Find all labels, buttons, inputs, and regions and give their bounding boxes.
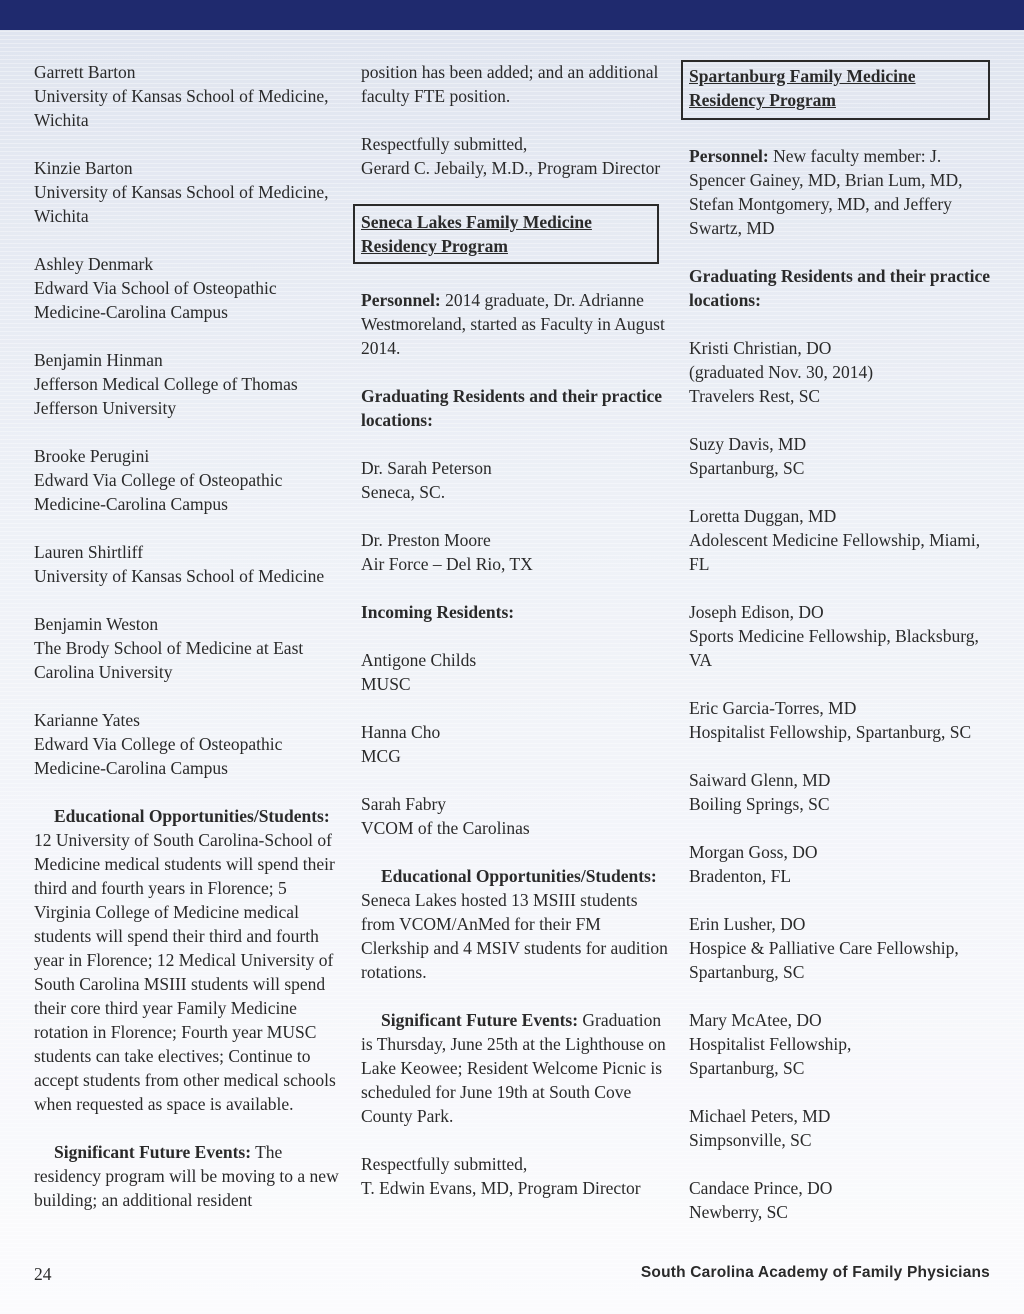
column-1: [34, 60, 339, 1212]
incoming-name: Hanna Cho: [361, 722, 441, 742]
person-name: Lauren Shirtliff: [34, 542, 144, 562]
person-school: Edward Via School of Osteopathic Medicine-Carolina Campus: [34, 278, 277, 322]
graduate-entry: Mary McAtee, DO Hospitalist Fellowship, Spartanburg, SC: [689, 1010, 852, 1078]
graduate-name: Dr. Preston Moore: [361, 530, 491, 550]
column-3: [689, 60, 999, 1224]
program-title-line: Spartanburg Family Medicine: [689, 66, 916, 86]
personnel-paragraph: [361, 288, 671, 360]
educational-opportunities-text: 12 University of South Carolina-School of Medicine medical students will spend their third and fourth years in Florence; 5 Virginia College of Medicine medical students will spend their third and fourth year in Florence; 12 Medical University of South Carolina MSIII students will spend their core third year Family Medicine rotation in Florence; Fourth year MUSC students can take electives; Continue to accept students from other medical schools when requested as space is available.: [34, 830, 336, 1114]
graduate-entry: Candace Prince, DO Newberry, SC: [689, 1178, 833, 1222]
incoming-school: VCOM of the Carolinas: [361, 818, 530, 838]
continued-paragraph: position has been added; and an additional faculty FTE position.: [361, 62, 659, 106]
future-events-label: Significant Future Events:: [381, 1010, 579, 1030]
incoming-entry: [361, 792, 671, 840]
personnel-paragraph: [689, 144, 999, 240]
column-2: [361, 60, 671, 1200]
person-name: Kinzie Barton: [34, 158, 133, 178]
graduate-entry: Saiward Glenn, MD Boiling Springs, SC: [689, 770, 831, 814]
incoming-name: Antigone Childs: [361, 650, 477, 670]
person-school: University of Kansas School of Medicine, Wichita: [34, 86, 329, 130]
signature-block: [361, 132, 671, 180]
educational-opportunities-text: Seneca Lakes hosted 13 MSIII students from VCOM/AnMed for their FM Clerkship and 4 MSIV students for audition rotations.: [361, 890, 668, 982]
future-events-text: The residency program will be moving to a new building; an additional resident: [34, 1142, 339, 1210]
graduate-entry: [361, 528, 671, 576]
graduate-entry: Michael Peters, MD Simpsonville, SC: [689, 1106, 831, 1150]
person-school: The Brody School of Medicine at East Carolina University: [34, 638, 304, 682]
graduate-entry: Morgan Goss, DO Bradenton, FL: [689, 842, 818, 886]
personnel-label: Personnel:: [689, 146, 769, 166]
person-name: Garrett Barton: [34, 62, 136, 82]
graduate-location: Air Force – Del Rio, TX: [361, 554, 533, 574]
graduate-entry: Erin Lusher, DO Hospice & Palliative Care Fellowship, Spartanburg, SC: [689, 914, 959, 982]
future-events-paragraph: [361, 1008, 671, 1128]
future-events-label: Significant Future Events:: [54, 1142, 252, 1162]
program-title-line: Seneca Lakes Family Medicine: [361, 212, 592, 232]
incoming-school: MCG: [361, 746, 401, 766]
program-title-box: [681, 60, 990, 120]
person-entry: [34, 540, 339, 588]
program-title-line: Residency Program: [689, 90, 836, 110]
person-school: University of Kansas School of Medicine, Wichita: [34, 182, 329, 226]
incoming-entry: [361, 720, 671, 768]
publication-name: South Carolina Academy of Family Physicians: [640, 1264, 990, 1281]
submitted-by: T. Edwin Evans, MD, Program Director: [361, 1178, 641, 1198]
person-name: Brooke Perugini: [34, 446, 150, 466]
submitted-label: Respectfully submitted,: [361, 134, 528, 154]
header-band: [0, 0, 1024, 30]
graduate-name: Dr. Sarah Peterson: [361, 458, 492, 478]
submitted-label: Respectfully submitted,: [361, 1154, 528, 1174]
incoming-entry: [361, 648, 671, 696]
person-entry: [34, 612, 339, 684]
graduate-entry: Loretta Duggan, MD Adolescent Medicine Fellowship, Miami, FL: [689, 506, 981, 574]
person-entry: [34, 708, 339, 780]
person-school: Edward Via College of Osteopathic Medicine-Carolina Campus: [34, 470, 283, 514]
personnel-text: New faculty member: J. Spencer Gainey, MD, Brian Lum, MD, Stefan Montgomery, MD, and Jeffery Swartz, MD: [689, 146, 963, 238]
graduate-location: Seneca, SC.: [361, 482, 446, 502]
page-number: 24: [34, 1264, 52, 1284]
personnel-label: Personnel:: [361, 290, 441, 310]
signature-block: [361, 1152, 671, 1200]
future-events-paragraph: [34, 1140, 339, 1212]
future-events-text: Graduation is Thursday, June 25th at the Lighthouse on Lake Keowee; Resident Welcome Picnic is scheduled for June 19th at South Cove County Park.: [361, 1010, 666, 1126]
person-name: Ashley Denmark: [34, 254, 154, 274]
person-school: Jefferson Medical College of Thomas Jefferson University: [34, 374, 298, 418]
graduating-heading: Graduating Residents and their practice locations:: [361, 386, 663, 430]
person-name: Benjamin Hinman: [34, 350, 163, 370]
graduating-heading: Graduating Residents and their practice locations:: [689, 266, 991, 310]
program-title-line: Residency Program: [361, 236, 508, 256]
person-entry: [34, 60, 339, 132]
educational-opportunities-paragraph: [34, 804, 339, 1116]
graduate-entry: [361, 456, 671, 504]
personnel-text: 2014 graduate, Dr. Adrianne Westmoreland, started as Faculty in August 2014.: [361, 290, 665, 358]
educational-opportunities-label: Educational Opportunities/Students:: [381, 866, 657, 886]
educational-opportunities-label: Educational Opportunities/Students:: [54, 806, 330, 826]
person-entry: [34, 444, 339, 516]
incoming-name: Sarah Fabry: [361, 794, 447, 814]
person-name: Karianne Yates: [34, 710, 140, 730]
incoming-heading: Incoming Residents:: [361, 602, 515, 622]
educational-opportunities-heading: [361, 864, 671, 888]
person-entry: [34, 156, 339, 228]
person-school: Edward Via College of Osteopathic Medicine-Carolina Campus: [34, 734, 283, 778]
incoming-school: MUSC: [361, 674, 411, 694]
submitted-by: Gerard C. Jebaily, M.D., Program Director: [361, 158, 661, 178]
person-name: Benjamin Weston: [34, 614, 159, 634]
graduate-entry: Kristi Christian, DO (graduated Nov. 30, 2014) Travelers Rest, SC: [689, 338, 874, 406]
graduate-entry: Eric Garcia-Torres, MD Hospitalist Fellowship, Spartanburg, SC: [689, 698, 972, 742]
graduate-entry: Suzy Davis, MD Spartanburg, SC: [689, 434, 807, 478]
person-entry: [34, 348, 339, 420]
program-title-box: [353, 204, 659, 264]
person-entry: [34, 252, 339, 324]
graduate-entry: Joseph Edison, DO Sports Medicine Fellowship, Blacksburg, VA: [689, 602, 979, 670]
person-school: University of Kansas School of Medicine: [34, 566, 325, 586]
